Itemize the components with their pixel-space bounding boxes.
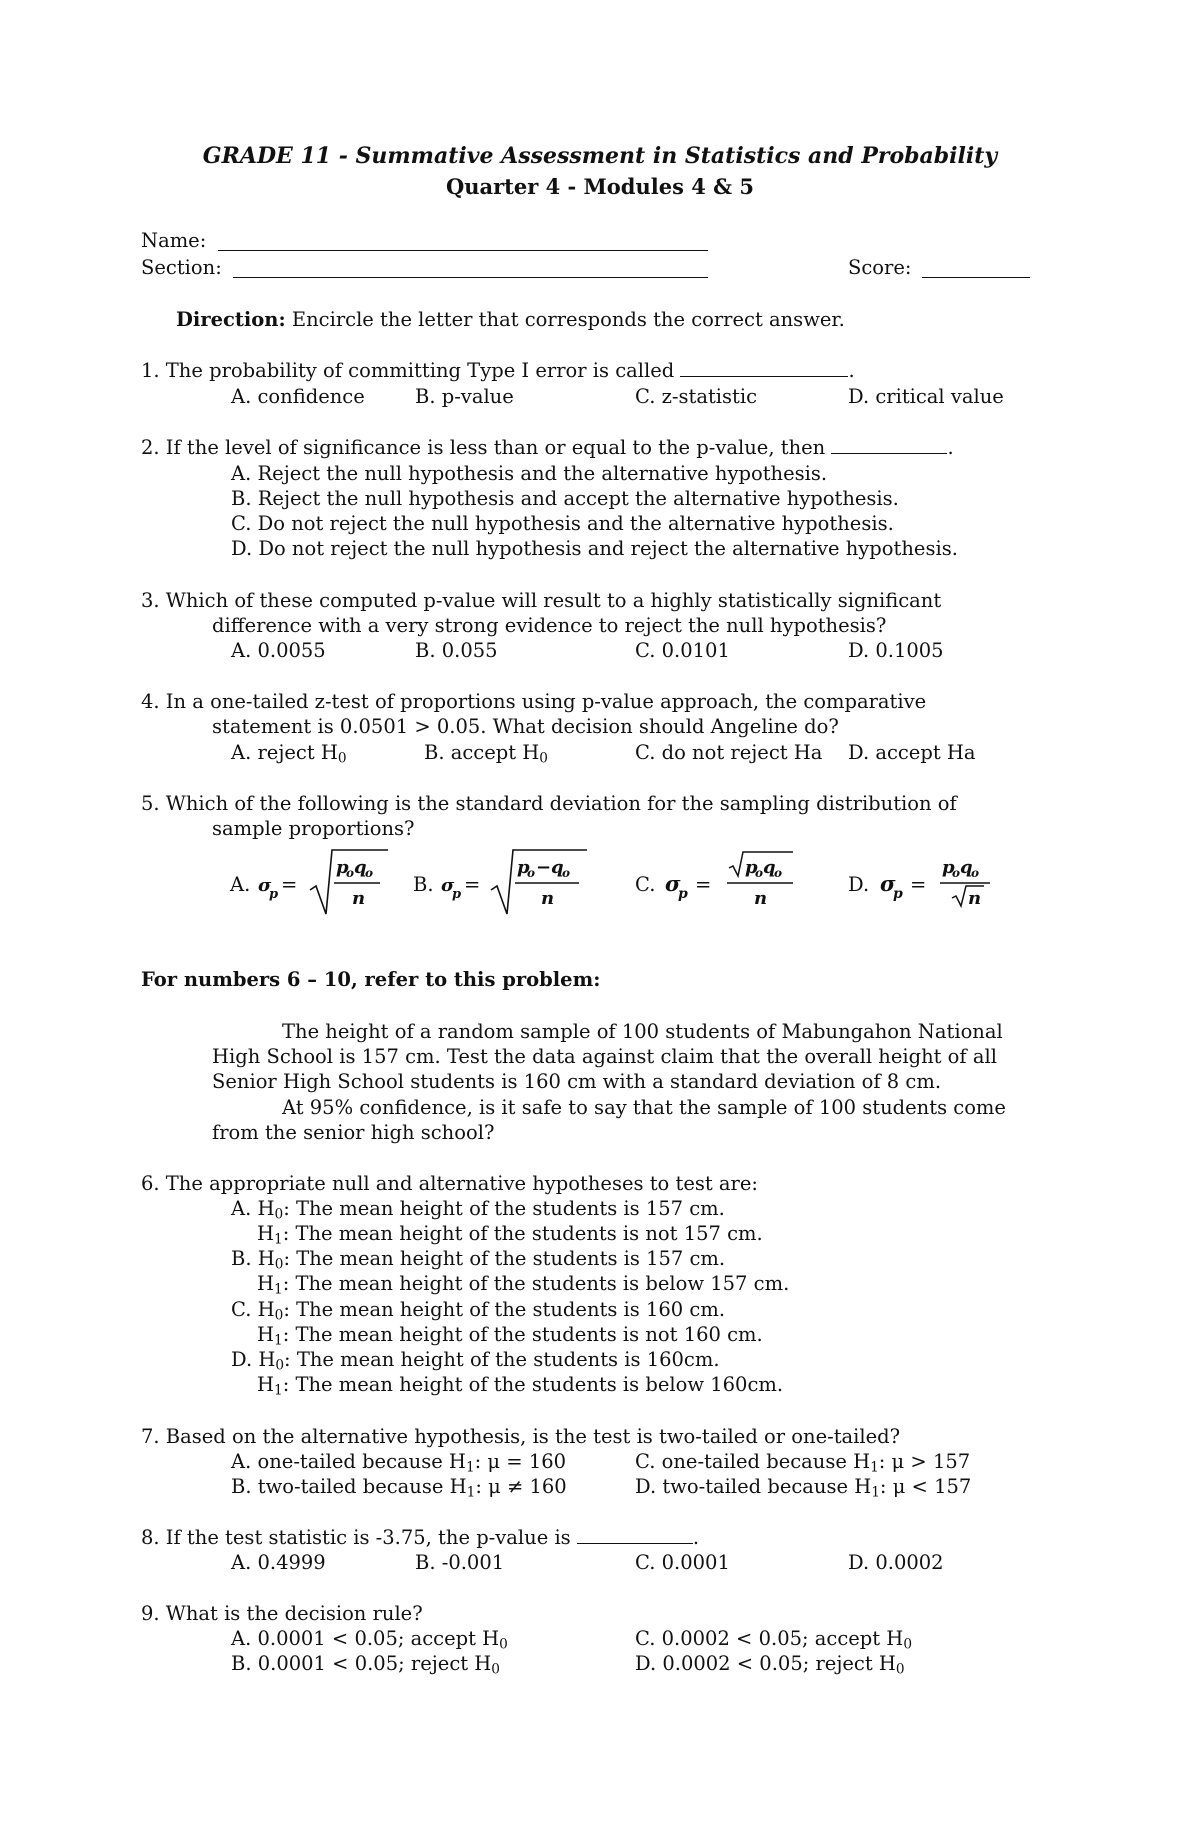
- option-a[interactable]: A. 0.0055: [231, 639, 326, 662]
- svg-text:o: o: [527, 866, 536, 880]
- question-6-stem: 6. The appropriate null and alternative hypotheses to test are:: [141, 1172, 758, 1195]
- svg-text:A.: A.: [230, 873, 251, 896]
- score-label: Score:: [848, 256, 912, 279]
- option-c[interactable]: [633, 846, 803, 918]
- option-c-alternative: $H_1$: The mean height of the students is not 160 cm.: [257, 1323, 763, 1349]
- option-b[interactable]: B. Reject the null hypothesis and accept the alternative hypothesis.: [231, 487, 899, 510]
- option-b[interactable]: B. 0.055: [415, 639, 498, 662]
- name-label: Name:: [141, 229, 207, 252]
- svg-text:n: n: [968, 888, 982, 909]
- option-d[interactable]: D. accept Ha: [848, 741, 976, 764]
- question-1-blank: [680, 362, 848, 377]
- svg-text:n: n: [352, 888, 366, 909]
- svg-text:q: q: [763, 857, 776, 878]
- svg-text:p: p: [678, 886, 688, 902]
- option-d[interactable]: D. 0.0002: [848, 1551, 944, 1574]
- svg-text:n: n: [754, 888, 768, 909]
- svg-text:o: o: [971, 866, 980, 880]
- question-8-blank: [577, 1529, 693, 1544]
- question-8-stem: 8. If the test statistic is -3.75, the p-value is: [141, 1526, 571, 1549]
- svg-text:p: p: [269, 887, 279, 902]
- option-b[interactable]: B. two-tailed because $H_1$: μ ≠ 160: [231, 1475, 567, 1501]
- option-a[interactable]: A. reject $H_0$: [231, 741, 347, 767]
- svg-text:o: o: [365, 866, 374, 880]
- direction-label: Direction:: [176, 308, 286, 331]
- svg-text:σ: σ: [258, 875, 272, 896]
- option-c[interactable]: C. do not reject Ha: [635, 741, 823, 764]
- page-subtitle: Quarter 4 - Modules 4 & 5: [445, 174, 755, 199]
- option-b[interactable]: B. $H_0$: The mean height of the students is 157 cm.: [231, 1247, 726, 1273]
- svg-text:p: p: [893, 886, 903, 902]
- option-a[interactable]: A. one-tailed because $H_1$: μ = 160: [231, 1450, 567, 1476]
- question-4-options: [0, 743, 1200, 767]
- question-2: 2. If the level of significance is less than or equal to the p-value, then .: [141, 436, 954, 459]
- problem-heading: For numbers 6 – 10, refer to this problem:: [141, 968, 601, 991]
- option-d[interactable]: D. two-tailed because $H_1$: μ < 157: [635, 1475, 972, 1501]
- question-4-line1: 4. In a one-tailed z-test of proportions using p-value approach, the comparative: [141, 690, 927, 713]
- svg-text:σ: σ: [665, 871, 681, 896]
- direction: [176, 310, 845, 330]
- option-d[interactable]: D. critical value: [848, 385, 1004, 408]
- formula-a: [228, 846, 398, 918]
- option-c[interactable]: C. 0.0101: [635, 639, 730, 662]
- svg-text:n: n: [541, 888, 555, 909]
- formula-d: [846, 846, 1016, 918]
- option-c[interactable]: C. 0.0002 < 0.05; accept $H_0$: [635, 1627, 912, 1653]
- question-5-line2: sample proportions?: [212, 817, 415, 840]
- option-d[interactable]: D. 0.0002 < 0.05; reject $H_0$: [635, 1652, 905, 1678]
- svg-text:=: =: [910, 873, 927, 896]
- svg-text:=: =: [695, 873, 712, 896]
- option-a[interactable]: A. $H_0$: The mean height of the students is 157 cm.: [231, 1197, 725, 1223]
- formula-b: [411, 846, 591, 918]
- problem-line: The height of a random sample of 100 students of Mabungahon National: [282, 1020, 1003, 1043]
- option-a[interactable]: A. confidence: [231, 385, 365, 408]
- section-field[interactable]: [233, 277, 708, 278]
- svg-text:p: p: [336, 857, 349, 878]
- option-a[interactable]: A. 0.4999: [231, 1551, 326, 1574]
- option-b-alternative: $H_1$: The mean height of the students is below 157 cm.: [257, 1272, 790, 1298]
- question-5-line1: 5. Which of the following is the standard deviation for the sampling distribution of: [141, 792, 957, 815]
- question-3-line1: 3. Which of these computed p-value will result to a highly statistically significant: [141, 589, 942, 612]
- section-label: Section:: [141, 256, 222, 279]
- option-b[interactable]: [411, 846, 591, 918]
- svg-text:p: p: [517, 857, 530, 878]
- question-1-options: [0, 387, 1200, 411]
- svg-text:o: o: [346, 866, 355, 880]
- question-2-blank: [831, 439, 947, 454]
- question-7-stem: 7. Based on the alternative hypothesis, is the test is two-tailed or one-tailed?: [141, 1425, 901, 1448]
- question-8: 8. If the test statistic is -3.75, the p-value is .: [141, 1526, 700, 1549]
- option-d[interactable]: [846, 846, 1016, 918]
- svg-text:D.: D.: [848, 873, 870, 896]
- question-9-stem: 9. What is the decision rule?: [141, 1602, 423, 1625]
- option-c[interactable]: C. $H_0$: The mean height of the students is 160 cm.: [231, 1298, 726, 1324]
- question-2-stem: 2. If the level of significance is less than or equal to the p-value, then: [141, 436, 826, 459]
- option-b[interactable]: B. p-value: [415, 385, 514, 408]
- page-title: GRADE 11 - Summative Assessment in Statistics and Probability: [202, 143, 998, 169]
- svg-text:=: =: [281, 873, 298, 896]
- problem-line: High School is 157 cm. Test the data against claim that the overall height of all: [212, 1045, 997, 1068]
- problem-line: Senior High School students is 160 cm with a standard deviation of 8 cm.: [212, 1070, 942, 1093]
- option-c[interactable]: C. z-statistic: [635, 385, 758, 408]
- option-c[interactable]: C. 0.0001: [635, 1551, 730, 1574]
- svg-text:C.: C.: [635, 873, 656, 896]
- option-a-alternative: $H_1$: The mean height of the students is not 157 cm.: [257, 1222, 763, 1248]
- question-3-options: [0, 641, 1200, 665]
- question-1-stem: 1. The probability of committing Type I error is called: [141, 359, 675, 382]
- svg-text:o: o: [755, 866, 764, 880]
- option-b[interactable]: B. accept $H_0$: [424, 741, 548, 767]
- question-3-line2: difference with a very strong evidence to reject the null hypothesis?: [212, 614, 887, 637]
- option-a[interactable]: A. Reject the null hypothesis and the alternative hypothesis.: [231, 462, 828, 485]
- option-d-alternative: $H_1$: The mean height of the students is below 160cm.: [257, 1373, 784, 1399]
- svg-text:q: q: [551, 857, 564, 878]
- svg-text:p: p: [942, 857, 955, 878]
- option-c[interactable]: C. Do not reject the null hypothesis and the alternative hypothesis.: [231, 512, 894, 535]
- svg-text:p: p: [452, 887, 462, 902]
- svg-text:q: q: [960, 857, 973, 878]
- option-a[interactable]: [228, 846, 398, 918]
- question-1: 1. The probability of committing Type I error is called .: [141, 359, 855, 382]
- question-4-line2: statement is 0.0501 > 0.05. What decision should Angeline do?: [212, 715, 839, 738]
- score-field[interactable]: [922, 277, 1030, 278]
- option-d[interactable]: D. 0.1005: [848, 639, 944, 662]
- svg-text:o: o: [952, 866, 961, 880]
- name-field[interactable]: [218, 250, 708, 251]
- option-b[interactable]: B. 0.0001 < 0.05; reject $H_0$: [231, 1652, 500, 1678]
- formula-c: [633, 846, 803, 918]
- svg-text:−: −: [536, 857, 552, 878]
- option-d[interactable]: D. Do not reject the null hypothesis and reject the alternative hypothesis.: [231, 537, 958, 560]
- svg-text:σ: σ: [880, 871, 896, 896]
- svg-text:o: o: [774, 866, 783, 880]
- option-c[interactable]: C. one-tailed because $H_1$: μ > 157: [635, 1450, 971, 1476]
- svg-text:σ: σ: [441, 875, 455, 896]
- problem-line: from the senior high school?: [212, 1121, 495, 1144]
- direction-text: Encircle the letter that corresponds the correct answer.: [291, 308, 845, 331]
- option-a[interactable]: A. 0.0001 < 0.05; accept $H_0$: [231, 1627, 508, 1653]
- svg-text:o: o: [562, 866, 571, 880]
- question-8-options: [0, 1553, 1200, 1577]
- svg-text:B.: B.: [413, 873, 434, 896]
- problem-line: At 95% confidence, is it safe to say that the sample of 100 students come: [282, 1096, 1006, 1119]
- svg-text:p: p: [745, 857, 758, 878]
- option-b[interactable]: B. -0.001: [415, 1551, 505, 1574]
- svg-text:=: =: [464, 873, 481, 896]
- option-d[interactable]: D. $H_0$: The mean height of the students is 160cm.: [231, 1348, 720, 1374]
- svg-text:q: q: [354, 857, 367, 878]
